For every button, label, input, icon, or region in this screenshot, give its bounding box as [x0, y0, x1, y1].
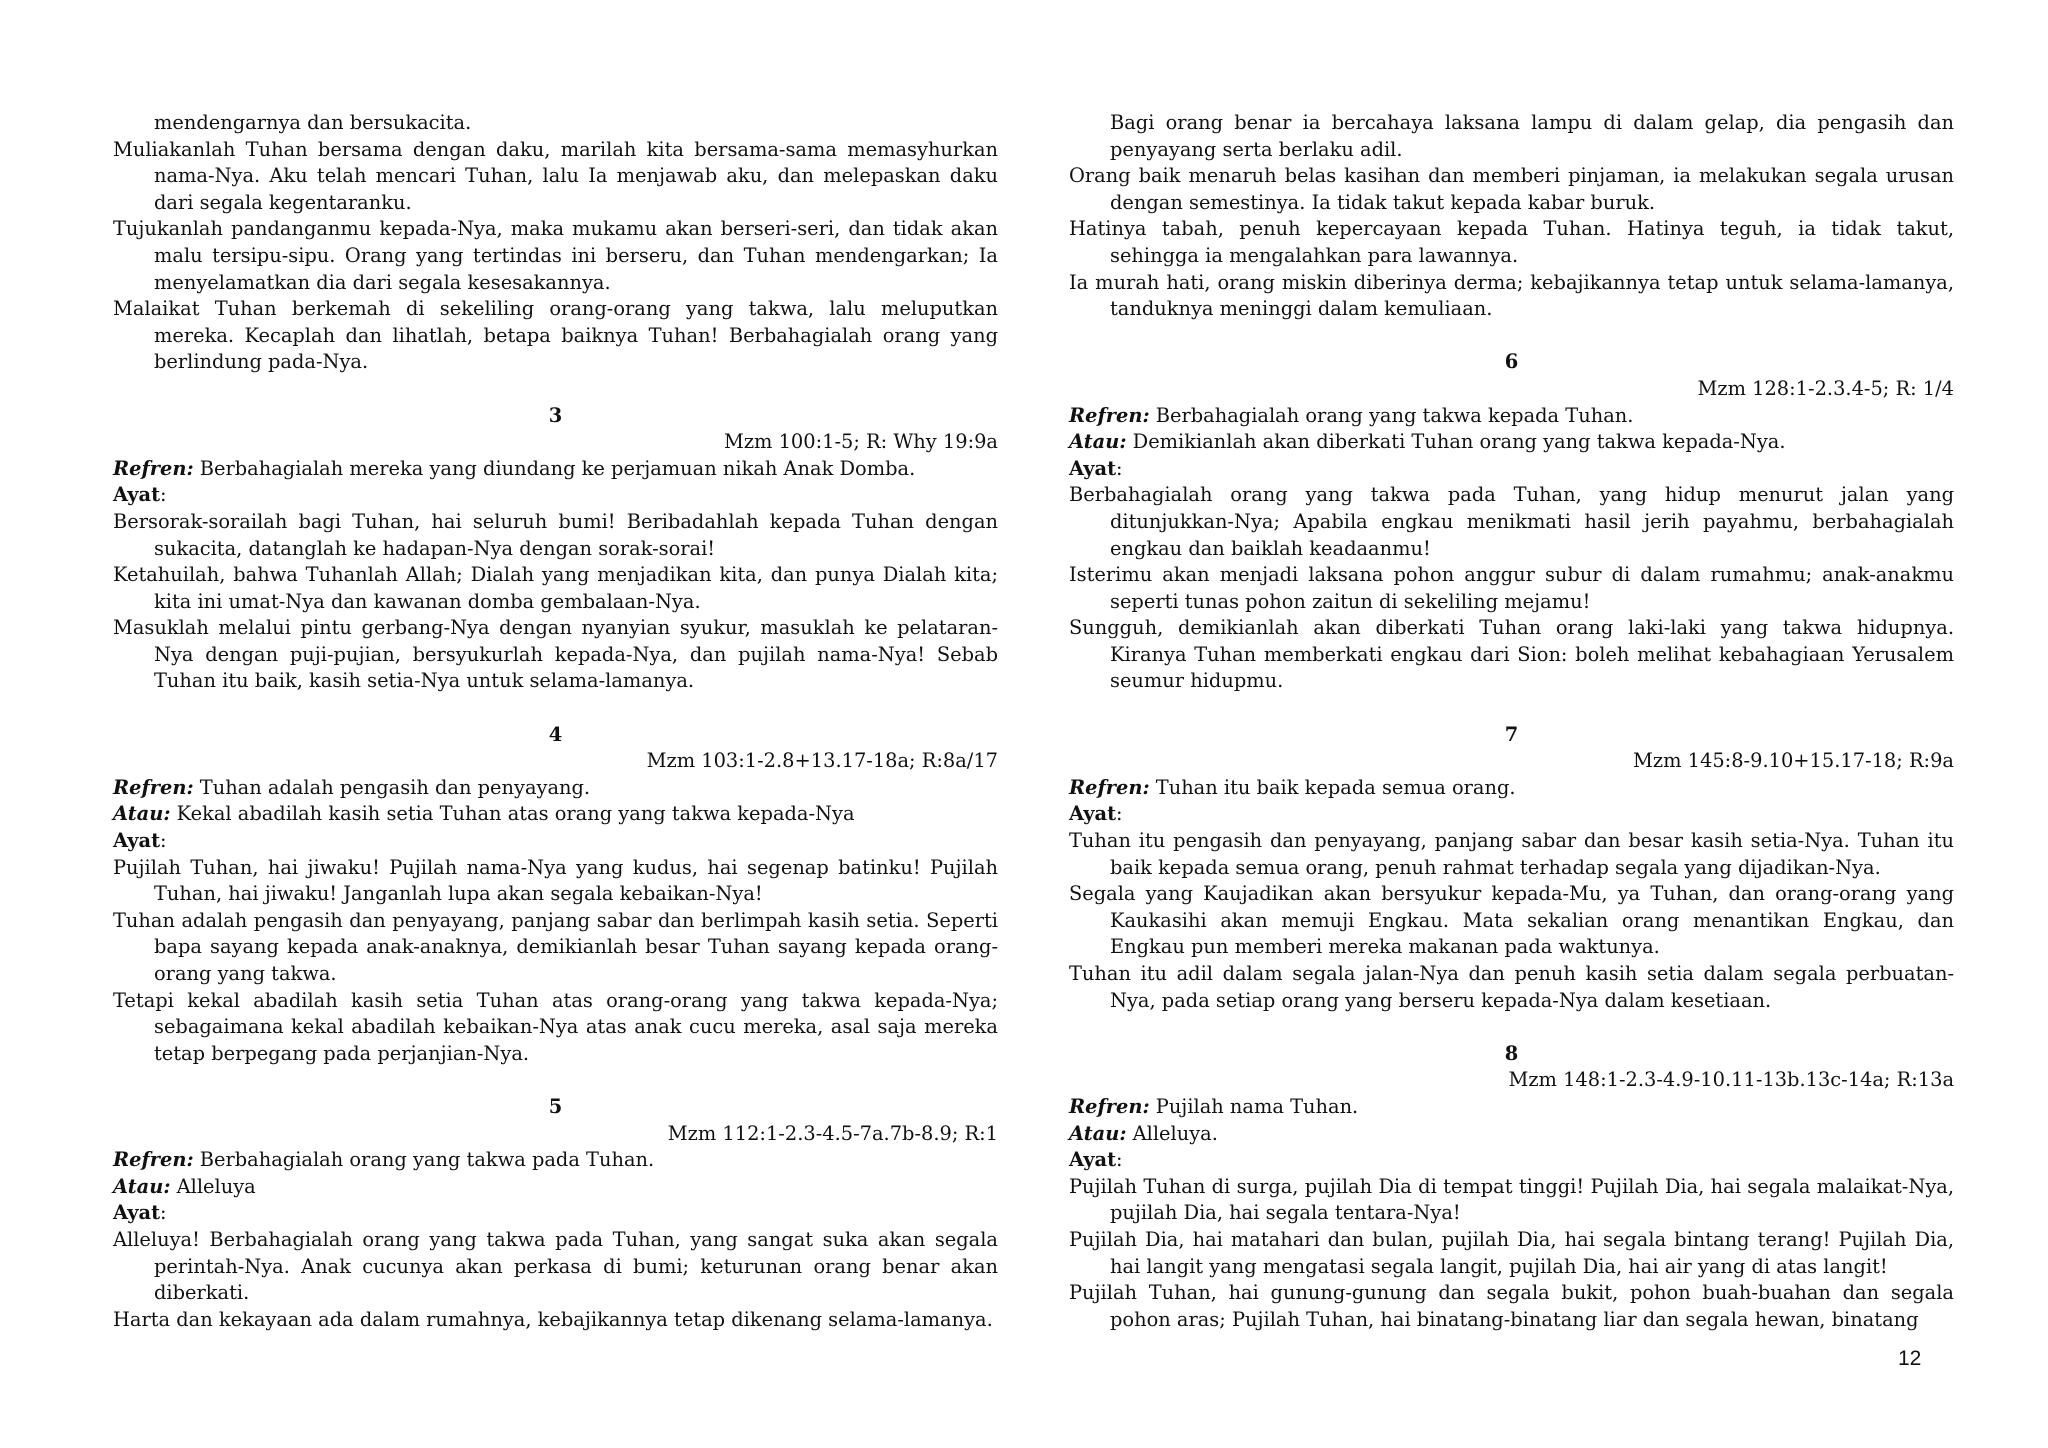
verse: Pujilah Tuhan, hai gunung-gunung dan segala bukit, pohon buah-buahan dan segala pohon aras; Pujilah Tuhan, hai binatang-binatang liar dan segala hewan, binatang	[1069, 1281, 1954, 1331]
psalm-reference: Mzm 128:1-2.3.4-5; R: 1/4	[1697, 376, 1954, 400]
section-number: 4	[548, 722, 563, 746]
verse-continuation: Bagi orang benar ia bercahaya laksana lampu di dalam gelap, dia pengasih dan penyayang serta berlaku adil.	[1110, 111, 1954, 161]
refren-line	[113, 1147, 998, 1174]
verse: Muliakanlah Tuhan bersama dengan daku, marilah kita bersama-sama memasyhurkan nama-Nya. Aku telah mencari Tuhan, lalu Ia menjawab aku, dan melepaskan daku dari segala kegentaranku.	[113, 137, 998, 214]
refren-line	[113, 456, 998, 483]
atau-label: Atau:	[113, 1174, 171, 1198]
psalm-reference: Mzm 112:1-2.3-4.5-7a.7b-8.9; R:1	[667, 1121, 998, 1145]
atau-line	[113, 1174, 998, 1201]
section-number: 5	[548, 1094, 563, 1118]
atau-text: Kekal abadilah kasih setia Tuhan atas orang yang takwa kepada-Nya	[170, 802, 855, 826]
verse: Isterimu akan menjadi laksana pohon anggur subur di dalam rumahmu; anak-anakmu seperti tunas pohon zaitun di sekeliling mejamu!	[1069, 563, 1954, 613]
verse: Tuhan itu adil dalam segala jalan-Nya dan penuh kasih setia dalam segala perbuatan-Nya, pada setiap orang yang berseru kepada-Nya dalam kesetiaan.	[1069, 962, 1954, 1012]
psalm-reference: Mzm 145:8-9.10+15.17-18; R:9a	[1633, 749, 1954, 773]
section-number: 3	[548, 403, 563, 427]
verse: Tuhan itu pengasih dan penyayang, panjang sabar dan besar kasih setia-Nya. Tuhan itu baik kepada semua orang, penuh rahmat terhadap segala yang dijadikan-Nya.	[1069, 829, 1954, 879]
ayat-label: Ayat	[1069, 802, 1117, 826]
refren-text: Tuhan itu baik kepada semua orang.	[1149, 775, 1516, 799]
page-number: 12	[1898, 1347, 1922, 1370]
psalm-reference: Mzm 103:1-2.8+13.17-18a; R:8a/17	[646, 749, 998, 773]
verse: Pujilah Tuhan di surga, pujilah Dia di tempat tinggi! Pujilah Dia, hai segala malaikat-Nya, pujilah Dia, hai segala tentara-Nya!	[1069, 1174, 1954, 1225]
verse: Berbahagialah orang yang takwa pada Tuhan, yang hidup menurut jalan yang ditunjukkan-Nya; Apabila engkau menikmati hasil jerih payahmu, berbahagialah engkau dan baiklah keadaanmu!	[1069, 483, 1954, 560]
ayat-colon: :	[160, 1201, 167, 1225]
psalm-reference: Mzm 148:1-2.3-4.9-10.11-13b.13c-14a; R:13a	[1508, 1068, 1954, 1092]
atau-text: Demikianlah akan diberkati Tuhan orang yang takwa kepada-Nya.	[1126, 430, 1786, 454]
refren-line	[1069, 1094, 1954, 1121]
verse: Tuhan adalah pengasih dan penyayang, panjang sabar dan berlimpah kasih setia. Seperti bapa sayang kepada anak-anaknya, demikianlah besar Tuhan sayang kepada orang-orang yang takwa.	[113, 908, 998, 985]
ayat-label: Ayat	[113, 829, 161, 853]
verse: Masuklah melalui pintu gerbang-Nya dengan nyanyian syukur, masuklah ke pelataran-Nya dengan puji-pujian, bersyukurlah kepada-Nya, dan pujilah nama-Nya! Sebab Tuhan itu baik, kasih setia-Nya untuk selama-lamanya.	[113, 616, 998, 693]
refren-text: Berbahagialah mereka yang diundang ke perjamuan nikah Anak Domba.	[193, 456, 916, 480]
verse-continuation: mendengarnya dan bersukacita.	[154, 111, 472, 134]
refren-label: Refren:	[113, 456, 194, 480]
ayat-colon: :	[1116, 802, 1123, 826]
atau-text: Alleluya	[170, 1174, 256, 1198]
verse: Pujilah Dia, hai matahari dan bulan, pujilah Dia, hai segala bintang terang! Pujilah Dia, hai langit yang mengatasi segala langit, pujilah Dia, hai air yang di atas langit!	[1069, 1227, 1954, 1278]
refren-label: Refren:	[1069, 403, 1150, 427]
verse: Alleluya! Berbahagialah orang yang takwa pada Tuhan, yang sangat suka akan segala perintah-Nya. Anak cucunya akan perkasa di bumi; keturunan orang benar akan diberkati.	[113, 1227, 998, 1305]
verse: Tujukanlah pandanganmu kepada-Nya, maka mukamu akan berseri-seri, dan tidak akan malu tersipu-sipu. Orang yang tertindas ini berseru, dan Tuhan mendengarkan; Ia menyelamatkan dia dari segala kesesakannya.	[113, 217, 998, 294]
ayat-colon: :	[160, 829, 167, 853]
right-column	[1069, 110, 1954, 1333]
left-column	[113, 110, 998, 1333]
refren-label: Refren:	[1069, 1094, 1150, 1118]
refren-label: Refren:	[1069, 775, 1150, 799]
ayat-heading	[1069, 1147, 1954, 1174]
ayat-heading	[113, 828, 998, 855]
ayat-label: Ayat	[1069, 1148, 1117, 1172]
refren-label: Refren:	[113, 1148, 194, 1172]
atau-line	[1069, 429, 1954, 456]
verse: Ia murah hati, orang miskin diberinya derma; kebajikannya tetap untuk selama-lamanya, tanduknya meninggi dalam kemuliaan.	[1069, 270, 1954, 321]
section-number: 6	[1504, 350, 1519, 374]
ayat-heading	[113, 482, 998, 509]
ayat-heading	[1069, 456, 1954, 483]
verse: Pujilah Tuhan, hai jiwaku! Pujilah nama-Nya yang kudus, hai segenap batinku! Pujilah Tuhan, hai jiwaku! Janganlah lupa akan segala kebaikan-Nya!	[113, 855, 998, 906]
verse: Sungguh, demikianlah akan diberkati Tuhan orang laki-laki yang takwa hidupnya. Kiranya Tuhan memberkati engkau dari Sion: boleh melihat kebahagiaan Yerusalem seumur hidupmu.	[1069, 616, 1954, 693]
verse: Segala yang Kaujadikan akan bersyukur kepada-Mu, ya Tuhan, dan orang-orang yang Kaukasihi akan memuji Engkau. Mata sekalian orang menantikan Engkau, dan Engkau pun memberi mereka makanan pada waktunya.	[1069, 882, 1954, 959]
atau-line	[1069, 1121, 1954, 1148]
refren-line	[113, 775, 998, 802]
verse: Bersorak-sorailah bagi Tuhan, hai seluruh bumi! Beribadahlah kepada Tuhan dengan sukacita, datanglah ke hadapan-Nya dengan sorak-sorai!	[113, 509, 998, 560]
ayat-colon: :	[1116, 1148, 1123, 1172]
refren-text: Tuhan adalah pengasih dan penyayang.	[193, 775, 591, 799]
ayat-heading	[113, 1200, 998, 1227]
section-number: 7	[1504, 722, 1519, 746]
verse: Hatinya tabah, penuh kepercayaan kepada Tuhan. Hatinya teguh, ia tidak takut, sehingga ia mengalahkan para lawannya.	[1069, 217, 1954, 267]
atau-label: Atau:	[1069, 430, 1127, 454]
ayat-heading	[1069, 801, 1954, 828]
ayat-label: Ayat	[113, 1201, 161, 1225]
refren-label: Refren:	[113, 775, 194, 799]
atau-line	[113, 801, 998, 828]
refren-line	[1069, 403, 1954, 430]
psalm-reference: Mzm 100:1-5; R: Why 19:9a	[723, 430, 998, 454]
refren-line	[1069, 775, 1954, 802]
atau-text: Alleluya.	[1126, 1121, 1218, 1145]
ayat-colon: :	[1116, 456, 1123, 480]
verse: Ketahuilah, bahwa Tuhanlah Allah; Dialah yang menjadikan kita, dan punya Dialah kita; kita ini umat-Nya dan kawanan domba gembalaan-Nya.	[113, 563, 998, 613]
section-number: 8	[1504, 1041, 1519, 1065]
verse: Malaikat Tuhan berkemah di sekeliling orang-orang yang takwa, lalu meluputkan mereka. Kecaplah dan lihatlah, betapa baiknya Tuhan! Berbahagialah orang yang berlindung pada-Nya.	[113, 297, 998, 374]
refren-text: Berbahagialah orang yang takwa pada Tuhan.	[193, 1148, 655, 1172]
verse: Harta dan kekayaan ada dalam rumahnya, kebajikannya tetap dikenang selama-lamanya.	[113, 1307, 993, 1331]
ayat-label: Ayat	[1069, 456, 1117, 480]
refren-text: Pujilah nama Tuhan.	[1149, 1094, 1359, 1118]
ayat-label: Ayat	[113, 483, 161, 507]
ayat-colon: :	[160, 483, 167, 507]
verse: Tetapi kekal abadilah kasih setia Tuhan atas orang-orang yang takwa kepada-Nya; sebagaimana kekal abadilah kebaikan-Nya atas anak cucu mereka, asal saja mereka tetap berpegang pada perjanjian-Nya.	[113, 988, 998, 1065]
verse: Orang baik menaruh belas kasihan dan memberi pinjaman, ia melakukan segala urusan dengan semestinya. Ia tidak takut kepada kabar buruk.	[1069, 164, 1954, 214]
atau-label: Atau:	[113, 802, 171, 826]
refren-text: Berbahagialah orang yang takwa kepada Tuhan.	[1149, 403, 1634, 427]
atau-label: Atau:	[1069, 1121, 1127, 1145]
